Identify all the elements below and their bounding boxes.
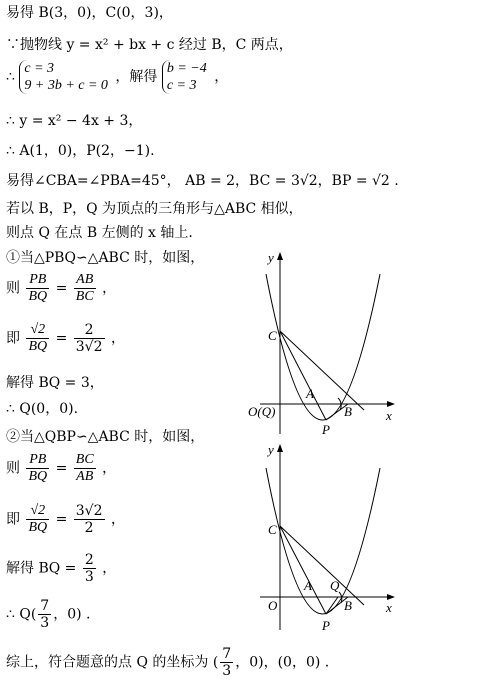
therefore-symbol: ∴	[6, 69, 15, 85]
case2-solve	[6, 552, 116, 585]
label-y: y	[268, 250, 274, 265]
case2-result	[6, 598, 91, 631]
numerator: √2	[26, 322, 49, 339]
case1-title: ①当△PBQ∽△ABC 时，如图，	[6, 250, 205, 266]
label-a: A	[304, 578, 312, 593]
line-7: 若以 B，P，Q 为顶点的三角形与△ABC 相似，	[6, 201, 303, 217]
system-eq-2: 9 + 3b + c = 0	[24, 78, 108, 93]
label-c: C	[268, 328, 277, 343]
line-3	[6, 60, 228, 94]
label-b: B	[344, 598, 352, 613]
numerator: PB	[26, 272, 49, 289]
line-6: 易得∠CBA=∠PBA=45°， AB = 2，BC = 3√2，BP = √2 .	[6, 173, 399, 189]
label-p: P	[322, 618, 330, 633]
equals: =	[55, 280, 68, 297]
comma: ，	[214, 69, 229, 85]
label-o: O(Q)	[248, 404, 276, 419]
line-8: 则点 Q 在点 B 左侧的 x 轴上.	[6, 225, 193, 241]
denominator: BC	[75, 289, 94, 304]
comma: ，	[102, 280, 117, 297]
system-eq-1: c = 3	[24, 61, 55, 76]
conclusion-prefix: 综上，符合题意的点 Q 的坐标为 (	[6, 654, 219, 671]
numerator: 7	[40, 598, 50, 614]
y-axis-arrow	[277, 252, 283, 260]
label-c: C	[268, 522, 277, 537]
parabola	[266, 274, 380, 420]
denominator: 3√2	[75, 339, 103, 355]
label-ze: 则	[6, 280, 20, 297]
line-cp	[280, 526, 326, 614]
case1-values	[6, 322, 125, 355]
denominator: BQ	[28, 289, 48, 304]
line-cb	[280, 526, 364, 605]
denominator: 3	[222, 663, 232, 679]
fraction	[220, 646, 233, 679]
solution-eq-2: c = 3	[166, 78, 197, 93]
fraction	[26, 322, 49, 355]
label-x: x	[386, 600, 392, 615]
fraction	[74, 452, 96, 485]
equals: =	[55, 460, 68, 477]
x-axis-arrow	[387, 401, 395, 407]
fraction	[83, 552, 96, 585]
line-cb	[280, 331, 364, 410]
line-2: ∵抛物线 y = x² + bx + c 经过 B，C 两点，	[6, 37, 293, 53]
comma: ，	[110, 330, 125, 347]
fraction	[26, 272, 49, 305]
fraction	[74, 503, 105, 536]
label-a: A	[306, 386, 314, 401]
equals: =	[55, 330, 68, 347]
parabola	[266, 468, 380, 614]
fraction	[26, 503, 49, 536]
denominator: 3	[84, 569, 94, 585]
label-q: Q	[330, 578, 340, 593]
label-o: O	[268, 598, 278, 613]
label-ji: 即	[6, 511, 20, 528]
label-x: x	[386, 408, 392, 423]
result-prefix: ∴ Q(	[6, 606, 37, 623]
numerator: 2	[74, 322, 105, 339]
denominator: BQ	[28, 469, 48, 484]
equals: =	[55, 511, 68, 528]
fraction	[74, 322, 105, 355]
numerator: √2	[26, 503, 49, 520]
numerator: PB	[26, 452, 49, 469]
label-p: P	[322, 422, 330, 437]
comma: ，	[110, 511, 125, 528]
label-ji: 即	[6, 330, 20, 347]
case1-result: ∴ Q(0，0).	[6, 401, 79, 417]
solve-text: ，解得	[115, 69, 158, 85]
conclusion	[6, 646, 329, 679]
case1-solve: 解得 BQ = 3，	[6, 375, 104, 391]
y-axis-arrow	[277, 444, 283, 452]
figure-1	[240, 248, 400, 438]
line-cp	[280, 331, 326, 420]
solution-system	[162, 60, 210, 94]
fraction	[74, 272, 96, 305]
denominator: 2	[84, 520, 94, 536]
numerator: 2	[84, 552, 94, 568]
case2-values	[6, 503, 125, 536]
case1-ratio	[6, 272, 116, 305]
line-4: ∴ y = x² − 4x + 3，	[6, 113, 143, 129]
line-1: 易得 B(3，0)，C(0，3)，	[6, 5, 173, 21]
numerator: 7	[222, 646, 232, 662]
label-ze: 则	[6, 460, 20, 477]
figure-2	[240, 440, 400, 636]
label-b: B	[344, 404, 352, 419]
comma: ，	[102, 560, 117, 577]
denominator: AB	[76, 469, 94, 484]
conclusion-suffix: ，0)，(0，0) .	[235, 654, 330, 671]
line-5: ∴ A(1，0)，P(2，−1).	[6, 143, 155, 159]
solve-prefix: 解得 BQ =	[6, 560, 77, 577]
denominator: BQ	[28, 339, 48, 354]
denominator: 3	[40, 615, 50, 631]
numerator: BC	[75, 452, 94, 467]
result-suffix: ，0) .	[53, 606, 91, 623]
numerator: 3√2	[75, 503, 103, 519]
case2-title: ②当△QBP∽△ABC 时，如图，	[6, 429, 205, 445]
fraction	[38, 598, 51, 631]
numerator: AB	[74, 272, 96, 289]
label-y: y	[268, 442, 274, 457]
equation-system	[19, 60, 111, 94]
denominator: BQ	[28, 520, 48, 535]
comma: ，	[102, 460, 117, 477]
fraction	[26, 452, 49, 485]
case2-ratio	[6, 452, 116, 485]
solution-eq-1: b = −4	[166, 61, 207, 76]
